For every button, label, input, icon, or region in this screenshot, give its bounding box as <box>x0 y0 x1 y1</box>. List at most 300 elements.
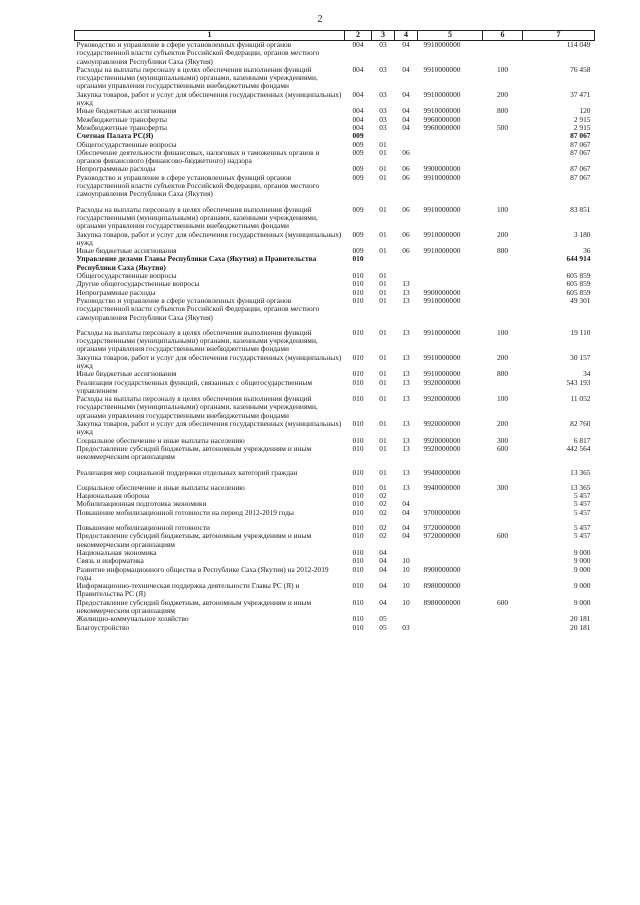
row-subsection-code: 06 <box>402 172 410 182</box>
row-expense-type: 800 <box>496 246 509 256</box>
row-target-article <box>418 141 483 149</box>
row-section-code: 02 <box>379 491 387 501</box>
row-section-code: 01 <box>379 467 387 477</box>
row-amount: 19 110 <box>570 327 591 337</box>
row-target-article <box>418 624 483 632</box>
row-expense-type <box>483 462 523 477</box>
row-subsection-code: 04 <box>402 507 410 517</box>
row-amount: 120 <box>579 106 591 116</box>
row-subsection-code: 13 <box>402 295 410 305</box>
row-expense-type <box>483 132 523 140</box>
row-expense-type <box>483 165 523 173</box>
row-section-code: 03 <box>379 40 387 49</box>
row-target-article <box>418 549 483 557</box>
table-row <box>75 395 595 420</box>
row-subsection-code: 13 <box>402 377 410 387</box>
row-subsection-code: 13 <box>402 394 410 404</box>
row-ministry-code: 010 <box>352 287 364 297</box>
row-expense-type: 200 <box>496 229 509 239</box>
table-row <box>75 91 595 108</box>
row-target-article: 9900000000 <box>423 164 461 174</box>
column-header: 1 <box>75 31 345 41</box>
row-amount: 13 365 <box>570 467 591 477</box>
row-subsection-code: 13 <box>402 467 410 477</box>
row-subsection-code: 13 <box>402 287 410 297</box>
row-name: Общегосударственные вопросы <box>76 271 177 281</box>
budget-table <box>74 30 595 632</box>
row-subsection-code: 10 <box>402 564 410 574</box>
row-target-article: 9910000000 <box>423 246 461 256</box>
row-expense-type: 100 <box>496 327 509 337</box>
row-amount: 3 180 <box>573 229 591 239</box>
row-amount: 83 851 <box>570 204 591 214</box>
row-name: Закупка товаров, работ и услуг для обеспечения государственных (муниципальных) нужд <box>76 89 342 108</box>
row-name: Закупка товаров, работ и услуг для обеспечения государственных (муниципальных) нужд <box>76 419 342 437</box>
row-ministry-code: 010 <box>352 564 364 574</box>
row-amount: 9 000 <box>573 564 591 574</box>
row-target-article <box>418 615 483 623</box>
row-target-article: 8980000000 <box>423 581 461 591</box>
row-ministry-code: 009 <box>352 229 364 239</box>
row-expense-type <box>483 517 523 532</box>
row-name: Предоставление субсидий бюджетным, автономным учреждениям и иным некоммерческим организациям <box>76 443 312 462</box>
row-subsection-code: 04 <box>402 499 410 509</box>
row-amount: 5 457 <box>573 531 591 541</box>
row-target-article: 9910000000 <box>423 295 461 305</box>
row-target-article <box>418 132 483 140</box>
table-row <box>75 149 595 166</box>
row-name: Обеспечение деятельности финансовых, налоговых и таможенных органов и органов финансового (финансово-бюджетного) надзора <box>76 147 320 166</box>
row-expense-type: 200 <box>496 352 509 362</box>
row-subsection-code: 13 <box>402 419 410 429</box>
row-section-code: 03 <box>379 64 387 74</box>
row-target-article: 9720000000 <box>423 531 461 541</box>
row-target-article: 9920000000 <box>423 443 461 453</box>
row-section-code: 04 <box>379 547 387 557</box>
row-target-article: 9960000000 <box>423 114 461 124</box>
row-expense-type: 500 <box>496 122 509 132</box>
column-header: 4 <box>395 31 418 41</box>
row-target-article: 9940000000 <box>423 467 461 477</box>
row-amount: 2 915 <box>573 122 591 132</box>
row-target-article: 9920000000 <box>423 435 461 445</box>
row-section-code: 01 <box>379 229 387 239</box>
row-subsection-code: 10 <box>402 556 410 566</box>
row-ministry-code: 004 <box>352 40 364 49</box>
row-subsection-code: 06 <box>402 164 410 174</box>
table-row <box>75 322 595 354</box>
row-target-article: 9720000000 <box>423 523 461 533</box>
row-subsection-code <box>395 132 418 140</box>
row-name: Руководство и управление в сфере установленных функций органов государственной власти субъектов Российской Федерации, органов местного самоуправления Республики Саха (Якутия) <box>76 40 320 66</box>
row-ministry-code: 004 <box>352 64 364 74</box>
row-section-code: 01 <box>379 164 387 174</box>
row-section-code: 01 <box>379 172 387 182</box>
row-amount: 13 365 <box>570 482 591 492</box>
row-section-code: 01 <box>379 139 387 149</box>
row-expense-type <box>483 297 523 322</box>
row-subsection-code: 03 <box>402 622 410 632</box>
page-number: 2 <box>317 14 323 25</box>
row-amount: 5 457 <box>573 499 591 509</box>
row-name: Мобилизационная подготовка экономики <box>76 499 207 509</box>
row-amount: 36 <box>583 246 591 256</box>
row-subsection-code: 06 <box>402 147 410 157</box>
row-name: Другие общегосударственные вопросы <box>76 279 200 289</box>
table-row <box>75 41 595 66</box>
header-row <box>75 31 595 41</box>
row-name: Социальное обеспечение и иные выплаты населению <box>76 482 245 492</box>
row-expense-type <box>483 255 523 272</box>
row-ministry-code: 010 <box>352 547 364 557</box>
row-section-code: 02 <box>379 507 387 517</box>
row-name: Повышение мобилизационной готовности на период 2012-2019 годы <box>76 507 294 517</box>
row-ministry-code: 010 <box>352 435 364 445</box>
row-section-code: 02 <box>379 523 387 533</box>
row-target-article: 9700000000 <box>423 507 461 517</box>
row-expense-type <box>483 549 523 557</box>
row-expense-type: 200 <box>496 89 509 99</box>
column-header: 3 <box>372 31 395 41</box>
row-section-code: 01 <box>379 327 387 337</box>
row-amount: 87 067 <box>570 172 591 182</box>
row-section-code: 03 <box>379 106 387 116</box>
row-target-article: 9940000000 <box>423 482 461 492</box>
table-row <box>75 66 595 91</box>
row-section-code: 04 <box>379 581 387 591</box>
row-expense-type: 600 <box>496 597 509 607</box>
row-section-code: 01 <box>379 369 387 379</box>
row-section-code <box>372 255 395 272</box>
table-row <box>75 566 595 583</box>
row-subsection-code: 04 <box>402 531 410 541</box>
row-section-code: 05 <box>379 614 387 624</box>
row-subsection-code: 13 <box>402 327 410 337</box>
row-expense-type <box>483 624 523 632</box>
row-amount: 5 457 <box>573 491 591 501</box>
row-name: Информационно-техническая поддержка деятельности Главы РС (Я) и Правительства РС (Я) <box>76 581 300 599</box>
row-ministry-code: 010 <box>352 271 364 281</box>
table-body <box>75 41 595 632</box>
row-expense-type <box>483 557 523 565</box>
row-ministry-code: 004 <box>352 106 364 116</box>
row-amount: 9 000 <box>573 547 591 557</box>
row-amount: 644 914 <box>566 254 591 264</box>
row-section-code: 04 <box>379 597 387 607</box>
row-expense-type <box>483 379 523 396</box>
row-target-article: 9910000000 <box>423 172 461 182</box>
row-expense-type: 600 <box>496 443 509 453</box>
row-expense-type <box>483 41 523 66</box>
row-ministry-code: 010 <box>352 523 364 533</box>
row-section-code: 01 <box>379 377 387 387</box>
row-ministry-code: 010 <box>352 467 364 477</box>
row-ministry-code: 010 <box>352 614 364 624</box>
row-name: Расходы на выплаты персоналу в целях обеспечения выполнения функций государственными (муниципальными) органами, казенными учреждениями, органами управления государственными внебюджетными фондами <box>76 204 318 231</box>
row-ministry-code: 010 <box>352 394 364 404</box>
row-target-article: 9910000000 <box>423 229 461 239</box>
row-amount: 30 157 <box>570 352 591 362</box>
row-name: Национальная оборона <box>76 491 150 501</box>
row-subsection-code: 13 <box>402 279 410 289</box>
row-target-article: 9910000000 <box>423 40 461 49</box>
row-target-article: 9910000000 <box>423 89 461 99</box>
table-row <box>75 379 595 396</box>
row-ministry-code: 010 <box>352 352 364 362</box>
row-name: Национальная экономика <box>76 547 157 557</box>
row-amount: 9 000 <box>573 581 591 591</box>
row-name: Расходы на выплаты персоналу в целях обеспечения выполнения функций государственными (муниципальными) органами, казенными учреждениями, органами управления государственными внебюджетными фондами <box>76 327 318 354</box>
row-subsection-code: 04 <box>402 106 410 116</box>
row-name: Реализация мер социальной поддержки отдельных категорий граждан <box>76 467 298 477</box>
row-ministry-code: 010 <box>352 279 364 289</box>
row-expense-type <box>483 272 523 280</box>
row-section-code: 04 <box>379 564 387 574</box>
column-header: 5 <box>418 31 483 41</box>
row-section-code: 01 <box>379 246 387 256</box>
row-ministry-code: 010 <box>352 597 364 607</box>
row-name: Реализация государственных функций, связанных с общегосударственным управлением <box>76 377 313 395</box>
row-name: Управление делами Главы Республики Саха (Якутия) и Правительства Республики Саха (Якутия) <box>76 254 317 272</box>
row-amount: 11 052 <box>570 394 591 404</box>
row-ministry-code: 009 <box>352 147 364 157</box>
row-name: Предоставление субсидий бюджетным, автономным учреждениям и иным некоммерческим организациям <box>76 531 312 549</box>
row-subsection-code: 04 <box>402 114 410 124</box>
row-ministry-code: 010 <box>352 531 364 541</box>
table-row <box>75 517 595 532</box>
row-ministry-code: 009 <box>352 246 364 256</box>
row-ministry-code: 010 <box>352 622 364 632</box>
column-header: 2 <box>345 31 372 41</box>
row-section-code: 05 <box>379 622 387 632</box>
row-expense-type <box>483 500 523 508</box>
row-ministry-code: 004 <box>352 122 364 132</box>
row-name: Жилищно-коммунальное хозяйство <box>76 614 189 624</box>
row-amount: 442 564 <box>566 443 591 453</box>
row-ministry-code: 010 <box>352 295 364 305</box>
row-target-article: 8900000000 <box>423 564 461 574</box>
table-row <box>75 532 595 549</box>
table-row <box>75 174 595 199</box>
row-amount: 9 000 <box>573 556 591 566</box>
row-section-code: 02 <box>379 531 387 541</box>
row-target-article: 9910000000 <box>423 327 461 337</box>
row-ministry-code: 010 <box>352 491 364 501</box>
row-subsection-code: 04 <box>402 89 410 99</box>
row-section-code: 03 <box>379 114 387 124</box>
row-expense-type <box>483 509 523 517</box>
row-amount: 87 067 <box>570 131 591 141</box>
row-amount: 87 067 <box>570 147 591 157</box>
row-amount: 114 049 <box>566 40 591 49</box>
table-row <box>75 354 595 371</box>
row-ministry-code: 010 <box>352 369 364 379</box>
row-subsection-code <box>395 255 418 272</box>
row-amount: 20 181 <box>570 622 591 632</box>
row-ministry-code: 010 <box>352 482 364 492</box>
row-target-article <box>418 272 483 280</box>
row-name: Непрограммные расходы <box>76 164 156 174</box>
row-subsection-code: 04 <box>402 64 410 74</box>
row-amount: 34 <box>583 369 591 379</box>
row-name: Непрограммные расходы <box>76 287 156 297</box>
table-row <box>75 231 595 248</box>
row-expense-type <box>483 149 523 166</box>
row-target-article <box>418 255 483 272</box>
row-section-code: 01 <box>379 147 387 157</box>
row-section-code: 01 <box>379 287 387 297</box>
row-name: Расходы на выплаты персоналу в целях обеспечения выполнения функций государственными (муниципальными) органами, казенными учреждениями, органами управления государственными внебюджетными фондами <box>76 64 318 91</box>
row-section-code: 03 <box>379 122 387 132</box>
row-amount: 9 000 <box>573 597 591 607</box>
row-section-code: 01 <box>379 394 387 404</box>
row-section-code: 01 <box>379 352 387 362</box>
row-amount: 20 181 <box>570 614 591 624</box>
row-expense-type <box>483 141 523 149</box>
row-name: Счетная Палата РС(Я) <box>76 131 154 141</box>
row-name: Повышение мобилизационной готовности <box>76 523 211 533</box>
row-expense-type <box>483 615 523 623</box>
row-subsection-code: 04 <box>402 40 410 49</box>
row-amount: 82 760 <box>570 419 591 429</box>
row-amount: 605 859 <box>566 279 591 289</box>
row-ministry-code: 009 <box>352 164 364 174</box>
row-name: Закупка товаров, работ и услуг для обеспечения государственных (муниципальных) нужд <box>76 229 342 247</box>
row-ministry-code: 009 <box>352 139 364 149</box>
row-target-article <box>418 492 483 500</box>
row-amount: 5 457 <box>573 507 591 517</box>
table-row <box>75 615 595 623</box>
row-section-code: 01 <box>379 295 387 305</box>
row-name: Общегосударственные вопросы <box>76 139 177 149</box>
row-amount: 87 067 <box>570 164 591 174</box>
table-row <box>75 477 595 492</box>
row-expense-type: 800 <box>496 106 509 116</box>
row-subsection-code: 10 <box>402 597 410 607</box>
row-name: Закупка товаров, работ и услуг для обеспечения государственных (муниципальных) нужд <box>76 352 342 370</box>
row-target-article: 8980000000 <box>423 597 461 607</box>
row-target-article: 9910000000 <box>423 106 461 116</box>
row-amount: 49 301 <box>570 295 591 305</box>
row-name: Руководство и управление в сфере установленных функций органов государственной власти субъектов Российской Федерации, органов местного самоуправления Республики Саха (Якутия) <box>76 295 320 322</box>
row-subsection-code: 13 <box>402 369 410 379</box>
row-ministry-code: 010 <box>352 499 364 509</box>
row-subsection-code: 04 <box>402 523 410 533</box>
row-ministry-code: 010 <box>352 507 364 517</box>
row-amount: 87 067 <box>570 139 591 149</box>
row-amount: 605 859 <box>566 287 591 297</box>
row-ministry-code: 010 <box>352 443 364 453</box>
row-amount: 605 859 <box>566 271 591 281</box>
row-subsection-code: 06 <box>402 204 410 214</box>
table-row <box>75 549 595 557</box>
row-expense-type <box>483 280 523 288</box>
row-ministry-code: 010 <box>352 556 364 566</box>
row-expense-type <box>483 582 523 599</box>
row-section-code: 01 <box>379 204 387 214</box>
row-expense-type <box>483 174 523 199</box>
row-amount: 543 193 <box>566 377 591 387</box>
table-row <box>75 297 595 322</box>
column-header: 6 <box>483 31 523 41</box>
row-expense-type: 800 <box>496 369 509 379</box>
row-ministry-code: 010 <box>352 377 364 387</box>
row-subsection-code: 06 <box>402 246 410 256</box>
row-subsection-code: 13 <box>402 443 410 453</box>
row-section-code: 01 <box>379 435 387 445</box>
row-target-article: 9900000000 <box>423 287 461 297</box>
row-ministry-code: 010 <box>352 581 364 591</box>
row-expense-type: 100 <box>496 204 509 214</box>
row-ministry-code: 004 <box>352 89 364 99</box>
row-amount: 5 457 <box>573 523 591 533</box>
row-ministry-code: 010 <box>352 254 364 264</box>
row-name: Иные бюджетные ассигнования <box>76 106 177 116</box>
row-expense-type: 100 <box>496 64 509 74</box>
row-section-code: 01 <box>379 279 387 289</box>
row-subsection-code: 06 <box>402 229 410 239</box>
row-subsection-code: 13 <box>402 482 410 492</box>
row-target-article: 9910000000 <box>423 369 461 379</box>
row-amount: 76 458 <box>570 64 591 74</box>
row-subsection-code: 10 <box>402 581 410 591</box>
row-target-article: 9920000000 <box>423 394 461 404</box>
row-ministry-code: 009 <box>352 131 364 141</box>
table-row <box>75 462 595 477</box>
row-subsection-code: 13 <box>402 435 410 445</box>
row-amount: 2 915 <box>573 114 591 124</box>
table-row <box>75 199 595 231</box>
row-ministry-code: 010 <box>352 419 364 429</box>
row-ministry-code: 004 <box>352 114 364 124</box>
row-target-article <box>418 149 483 166</box>
table-row <box>75 445 595 462</box>
row-name: Предоставление субсидий бюджетным, автономным учреждениям и иным некоммерческим организациям <box>76 597 312 615</box>
row-name: Благоустройство <box>76 622 130 632</box>
row-ministry-code: 009 <box>352 172 364 182</box>
row-name: Расходы на выплаты персоналу в целях обеспечения выполнения функций государственными (муниципальными) органами, казенными учреждениями, органами управления государственными внебюджетными фондами <box>76 394 318 420</box>
row-name: Иные бюджетные ассигнования <box>76 246 177 256</box>
row-section-code: 01 <box>379 482 387 492</box>
row-expense-type <box>483 289 523 297</box>
row-expense-type: 300 <box>496 435 509 445</box>
row-section-code: 01 <box>379 443 387 453</box>
row-subsection-code: 13 <box>402 352 410 362</box>
row-name: Межбюджетные трансферты <box>76 114 167 124</box>
row-section-code: 03 <box>379 89 387 99</box>
row-expense-type <box>483 492 523 500</box>
row-section-code: 04 <box>379 556 387 566</box>
row-expense-type <box>483 566 523 583</box>
row-target-article: 9910000000 <box>423 64 461 74</box>
row-name: Руководство и управление в сфере установленных функций органов государственной власти субъектов Российской Федерации, органов местного самоуправления Республики Саха (Якутия) <box>76 172 320 199</box>
column-header: 7 <box>523 31 595 41</box>
row-expense-type: 200 <box>496 419 509 429</box>
row-amount: 37 471 <box>570 89 591 99</box>
row-amount: 6 817 <box>573 435 591 445</box>
row-expense-type: 100 <box>496 394 509 404</box>
table-row <box>75 624 595 632</box>
table-row <box>75 599 595 616</box>
row-name: Развитие информационного общества в Республике Саха (Якутия) на 2012-2019 годы <box>76 564 329 582</box>
row-target-article: 9920000000 <box>423 377 461 387</box>
row-ministry-code: 010 <box>352 327 364 337</box>
row-section-code: 02 <box>379 499 387 509</box>
table-row <box>75 509 595 517</box>
row-target-article: 9910000000 <box>423 352 461 362</box>
row-name: Иные бюджетные ассигнования <box>76 369 177 379</box>
row-name: Связь и информатика <box>76 556 144 566</box>
